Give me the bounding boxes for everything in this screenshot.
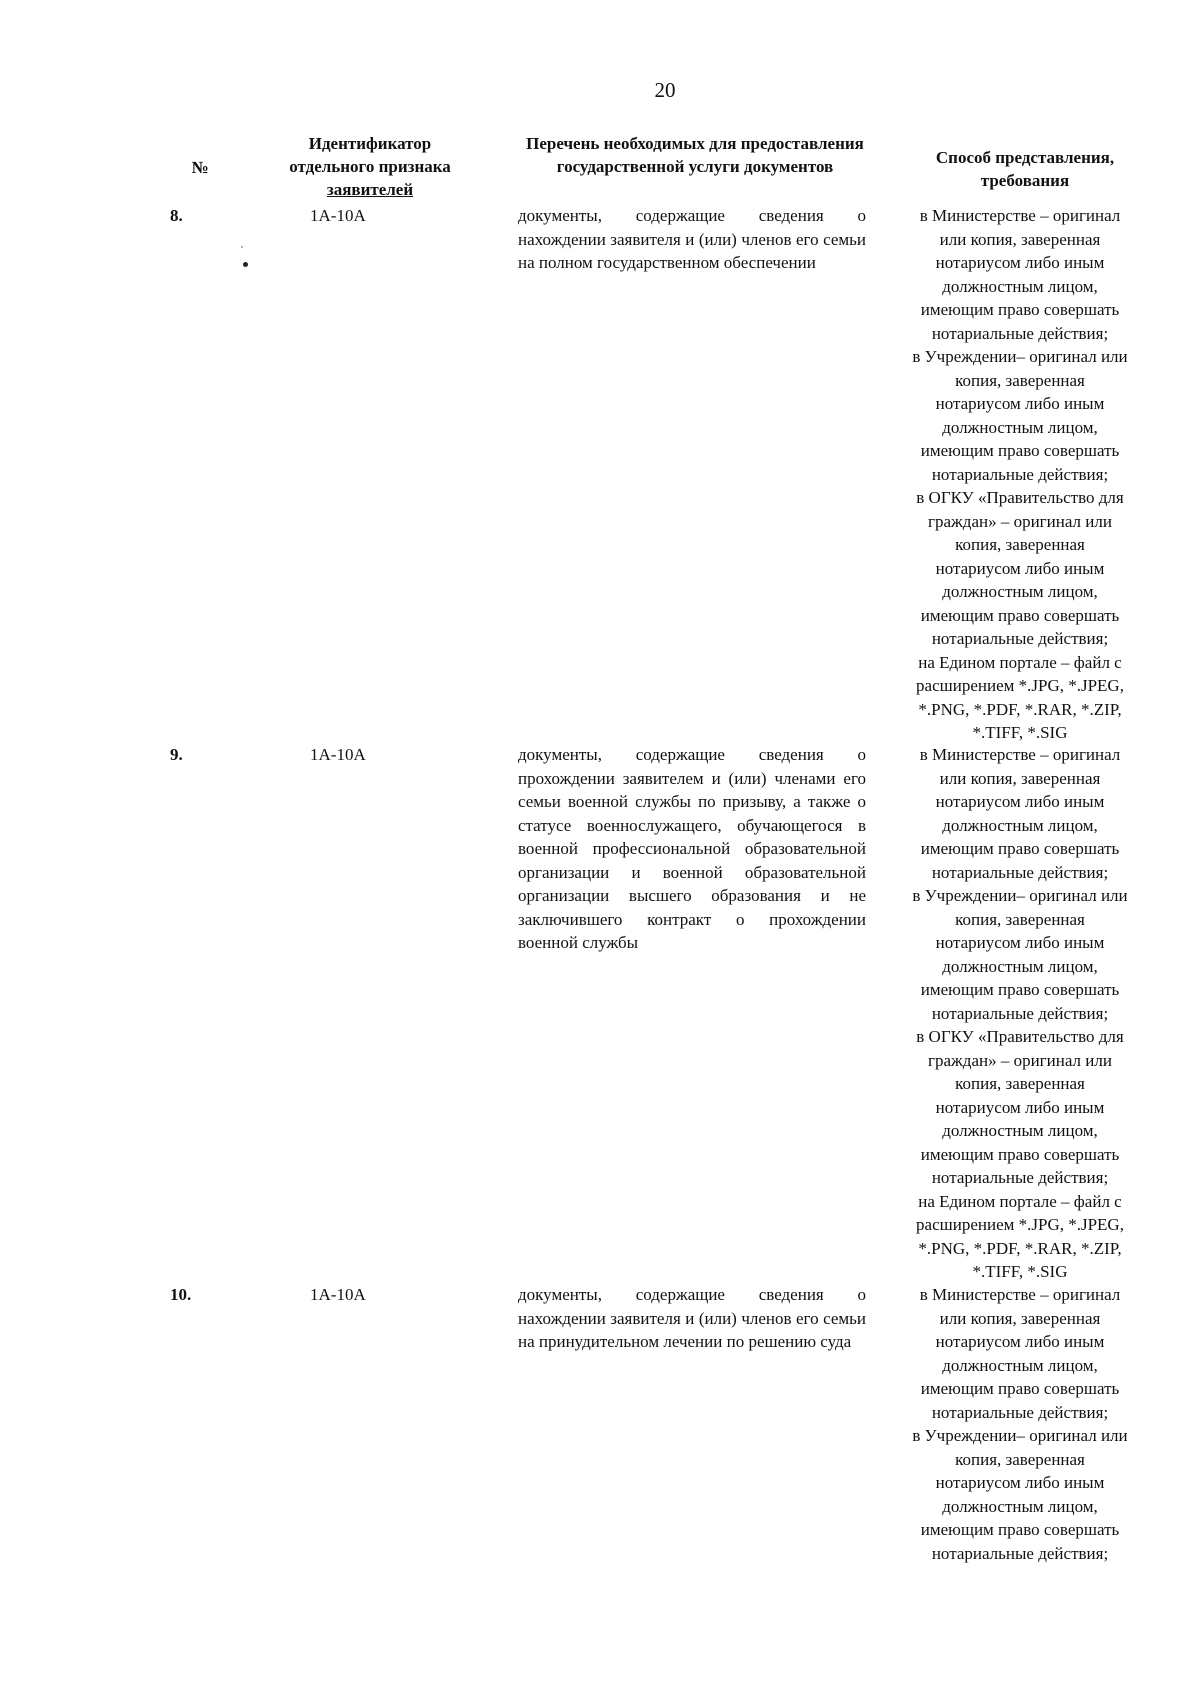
row-identifier: 1А-10А xyxy=(310,745,366,764)
row-number: 8. xyxy=(170,206,183,225)
row-identifier: 1А-10А xyxy=(310,1285,366,1304)
row-number: 10. xyxy=(170,1285,192,1304)
row-identifier: 1А-10А xyxy=(310,206,366,225)
row-documents: документы, содержащие сведения о нахождении заявителя и (или) членов его семьи на принудительном лечении по решению суда xyxy=(518,1285,866,1351)
column-header-identifier-line2: отдельного признака xyxy=(289,157,451,176)
column-header-identifier-line3: заявителей xyxy=(326,180,414,199)
column-header-number: № xyxy=(191,158,209,177)
row-number: 9. xyxy=(170,745,183,764)
scan-speck xyxy=(241,246,243,248)
row-method: в Министерстве – оригинал или копия, заверенная нотариусом либо иным должностным лицом, имеющим право совершать нотариальные действия; в Учреждении– оригинал или копия, заверенная нотариусом либо иным должностным лицом, имеющим право совершать нотариальные действия; в ОГКУ «Правительство для граждан» – оригинал или копия, заверенная нотариусом либо иным должностным лицом, имеющим право совершать нотариальные действия; на Едином портале – файл с расширением *.JPG, *.JPEG, *.PNG, *.PDF, *.RAR, *.ZIP, *.TIFF, *.SIG xyxy=(912,745,1128,1281)
row-documents: документы, содержащие сведения о прохождении заявителем и (или) членами его семьи военной службы по призыву, а также о статусе военнослужащего, обучающегося в военной профессиональной образовательной организации и военной образовательной организации высшего образования и не заключившего контракт о прохождении военной службы xyxy=(518,745,866,952)
column-header-documents: Перечень необходимых для предоставления государственной услуги документов xyxy=(526,134,864,176)
row-method: в Министерстве – оригинал или копия, заверенная нотариусом либо иным должностным лицом, имеющим право совершать нотариальные действия; в Учреждении– оригинал или копия, заверенная нотариусом либо иным должностным лицом, имеющим право совершать нотариальные действия; xyxy=(912,1285,1128,1563)
column-header-identifier-line1: Идентификатор xyxy=(308,134,432,153)
row-documents: документы, содержащие сведения о нахождении заявителя и (или) членов его семьи на полном государственном обеспечении xyxy=(518,206,866,272)
column-header-identifier xyxy=(250,132,490,201)
page-number: 20 xyxy=(654,78,676,102)
column-header-method: Способ представления, требования xyxy=(935,148,1115,190)
scan-speck xyxy=(243,262,248,267)
row-method: в Министерстве – оригинал или копия, заверенная нотариусом либо иным должностным лицом, имеющим право совершать нотариальные действия; в Учреждении– оригинал или копия, заверенная нотариусом либо иным должностным лицом, имеющим право совершать нотариальные действия; в ОГКУ «Правительство для граждан» – оригинал или копия, заверенная нотариусом либо иным должностным лицом, имеющим право совершать нотариальные действия; на Едином портале – файл с расширением *.JPG, *.JPEG, *.PNG, *.PDF, *.RAR, *.ZIP, *.TIFF, *.SIG xyxy=(912,206,1128,742)
